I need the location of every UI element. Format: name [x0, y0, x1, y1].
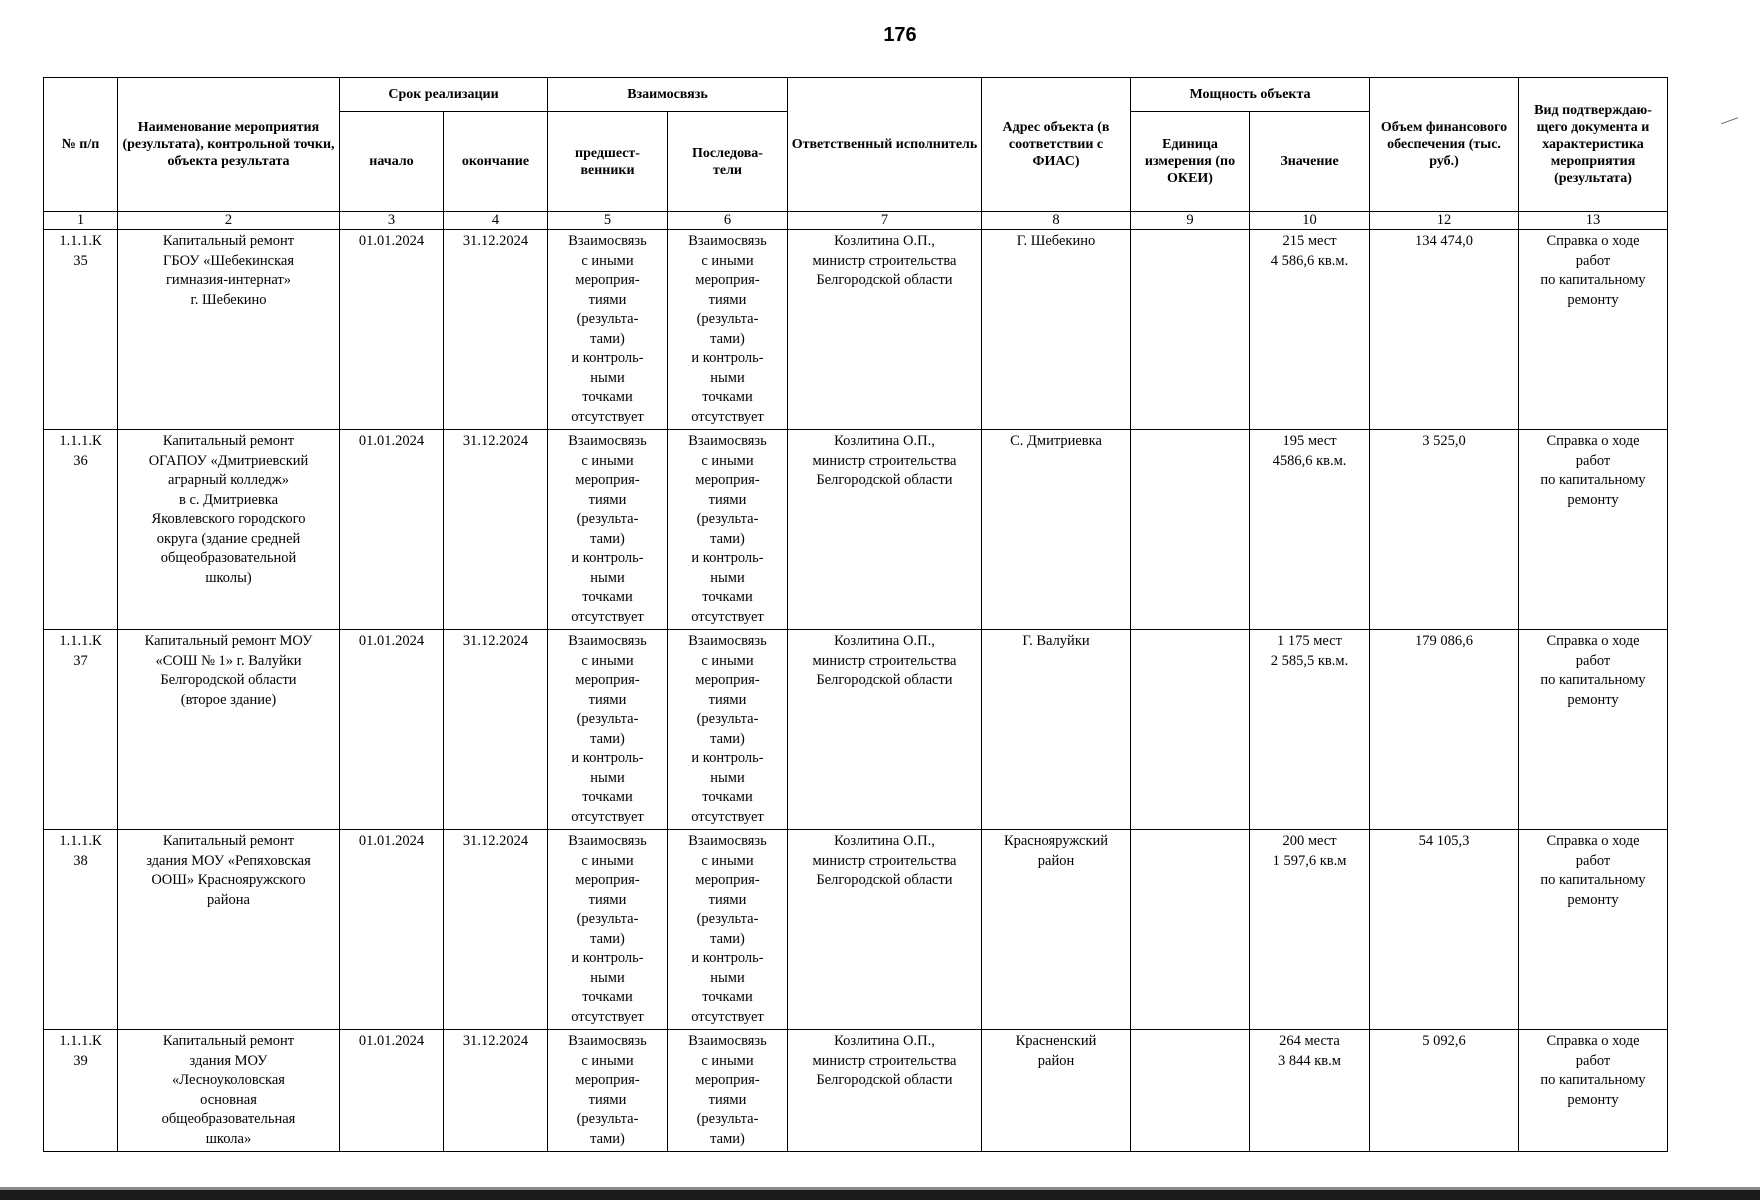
column-number: 8: [982, 212, 1131, 230]
header-num: № п/п: [44, 78, 118, 212]
column-number: 2: [118, 212, 340, 230]
cell-start: 01.01.2024: [340, 830, 444, 1030]
column-number: 13: [1519, 212, 1668, 230]
cell-value: 200 мест 1 597,6 кв.м: [1250, 830, 1370, 1030]
header-relation: Взаимосвязь: [548, 78, 788, 112]
cell-num: 1.1.1.К 37: [44, 630, 118, 830]
cell-unit: [1131, 230, 1250, 430]
cell-value: 1 175 мест 2 585,5 кв.м.: [1250, 630, 1370, 830]
cell-name: Капитальный ремонт здания МОУ «Лесноуколовская основная общеобразовательная школа»: [118, 1030, 340, 1152]
cell-finance: 179 086,6: [1370, 630, 1519, 830]
header-address: Адрес объекта (в соответствии с ФИАС): [982, 78, 1131, 212]
cell-successors: Взаимосвязь с иными мероприя- тиями (результа- тами) и контроль- ными точками отсутствует: [668, 630, 788, 830]
cell-predecessors: Взаимосвязь с иными мероприя- тиями (результа- тами) и контроль- ными точками отсутствует: [548, 230, 668, 430]
cell-doc-type: Справка о ходе работ по капитальному ремонту: [1519, 630, 1668, 830]
cell-unit: [1131, 830, 1250, 1030]
cell-doc-type: Справка о ходе работ по капитальному ремонту: [1519, 430, 1668, 630]
cell-num: 1.1.1.К 38: [44, 830, 118, 1030]
column-number: 10: [1250, 212, 1370, 230]
column-number: 7: [788, 212, 982, 230]
cell-start: 01.01.2024: [340, 630, 444, 830]
cell-unit: [1131, 1030, 1250, 1152]
cell-finance: 54 105,3: [1370, 830, 1519, 1030]
cell-doc-type: Справка о ходе работ по капитальному ремонту: [1519, 230, 1668, 430]
cell-end: 31.12.2024: [444, 1030, 548, 1152]
table-row: [44, 830, 1668, 1030]
cell-address: С. Дмитриевка: [982, 430, 1131, 630]
cell-num: 1.1.1.К 35: [44, 230, 118, 430]
column-number: 5: [548, 212, 668, 230]
table-row: [44, 430, 1668, 630]
header-doc-type: Вид подтверждаю- щего документа и характеристика мероприятия (результата): [1519, 78, 1668, 212]
column-number: 3: [340, 212, 444, 230]
cell-name: Капитальный ремонт ГБОУ «Шебекинская гимназия-интернат» г. Шебекино: [118, 230, 340, 430]
table-row: [44, 630, 1668, 830]
cell-responsible: Козлитина О.П., министр строительства Белгородской области: [788, 430, 982, 630]
cell-successors: Взаимосвязь с иными мероприя- тиями (результа- тами) и контроль- ными точками отсутствует: [668, 430, 788, 630]
cell-start: 01.01.2024: [340, 430, 444, 630]
column-number: 1: [44, 212, 118, 230]
header-capacity: Мощность объекта: [1131, 78, 1370, 112]
cell-end: 31.12.2024: [444, 430, 548, 630]
cell-responsible: Козлитина О.П., министр строительства Белгородской области: [788, 630, 982, 830]
cell-responsible: Козлитина О.П., министр строительства Белгородской области: [788, 230, 982, 430]
header-name: Наименование мероприятия (результата), контрольной точки, объекта результата: [118, 78, 340, 212]
margin-mark: [1721, 117, 1741, 132]
cell-finance: 5 092,6: [1370, 1030, 1519, 1152]
cell-responsible: Козлитина О.П., министр строительства Белгородской области: [788, 830, 982, 1030]
cell-successors: Взаимосвязь с иными мероприя- тиями (результа- тами): [668, 1030, 788, 1152]
cell-finance: 3 525,0: [1370, 430, 1519, 630]
cell-address: Красненский район: [982, 1030, 1131, 1152]
header-period: Срок реализации: [340, 78, 548, 112]
header-predecessors: предшест- венники: [548, 112, 668, 212]
cell-name: Капитальный ремонт здания МОУ «Репяховская ООШ» Краснояружского района: [118, 830, 340, 1030]
header-value: Значение: [1250, 112, 1370, 212]
activities-table: [43, 77, 1668, 1152]
header-start: начало: [340, 112, 444, 212]
cell-value: 215 мест 4 586,6 кв.м.: [1250, 230, 1370, 430]
cell-value: 264 места 3 844 кв.м: [1250, 1030, 1370, 1152]
cell-start: 01.01.2024: [340, 1030, 444, 1152]
cell-value: 195 мест 4586,6 кв.м.: [1250, 430, 1370, 630]
column-numbers-row: [44, 212, 1668, 230]
cell-successors: Взаимосвязь с иными мероприя- тиями (результа- тами) и контроль- ными точками отсутствует: [668, 830, 788, 1030]
cell-name: Капитальный ремонт ОГАПОУ «Дмитриевский аграрный колледж» в с. Дмитриевка Яковлевского городского округа (здание средней общеобразовательной школы): [118, 430, 340, 630]
cell-address: Краснояружский район: [982, 830, 1131, 1030]
cell-predecessors: Взаимосвязь с иными мероприя- тиями (результа- тами) и контроль- ными точками отсутствует: [548, 630, 668, 830]
header-finance: Объем финансового обеспечения (тыс. руб.): [1370, 78, 1519, 212]
cell-doc-type: Справка о ходе работ по капитальному ремонту: [1519, 1030, 1668, 1152]
cell-name: Капитальный ремонт МОУ «СОШ № 1» г. Валуйки Белгородской области (второе здание): [118, 630, 340, 830]
cell-doc-type: Справка о ходе работ по капитальному ремонту: [1519, 830, 1668, 1030]
column-number: 12: [1370, 212, 1519, 230]
cell-finance: 134 474,0: [1370, 230, 1519, 430]
header-responsible: Ответственный исполнитель: [788, 78, 982, 212]
cell-unit: [1131, 430, 1250, 630]
cell-num: 1.1.1.К 36: [44, 430, 118, 630]
header-unit: Единица измерения (по ОКЕИ): [1131, 112, 1250, 212]
page-number: 176: [883, 24, 917, 46]
cell-start: 01.01.2024: [340, 230, 444, 430]
column-number: 9: [1131, 212, 1250, 230]
cell-address: Г. Валуйки: [982, 630, 1131, 830]
cell-predecessors: Взаимосвязь с иными мероприя- тиями (результа- тами): [548, 1030, 668, 1152]
cell-end: 31.12.2024: [444, 230, 548, 430]
header-successors: Последова- тели: [668, 112, 788, 212]
cell-successors: Взаимосвязь с иными мероприя- тиями (результа- тами) и контроль- ными точками отсутствует: [668, 230, 788, 430]
cell-end: 31.12.2024: [444, 630, 548, 830]
table-row: [44, 1030, 1668, 1152]
cell-responsible: Козлитина О.П., министр строительства Белгородской области: [788, 1030, 982, 1152]
scan-edge: [0, 1190, 1760, 1200]
table-row: [44, 230, 1668, 430]
cell-unit: [1131, 630, 1250, 830]
cell-end: 31.12.2024: [444, 830, 548, 1030]
cell-predecessors: Взаимосвязь с иными мероприя- тиями (результа- тами) и контроль- ными точками отсутствует: [548, 830, 668, 1030]
cell-address: Г. Шебекино: [982, 230, 1131, 430]
column-number: 4: [444, 212, 548, 230]
column-number: 6: [668, 212, 788, 230]
cell-num: 1.1.1.К 39: [44, 1030, 118, 1152]
header-end: окончание: [444, 112, 548, 212]
cell-predecessors: Взаимосвязь с иными мероприя- тиями (результа- тами) и контроль- ными точками отсутствует: [548, 430, 668, 630]
